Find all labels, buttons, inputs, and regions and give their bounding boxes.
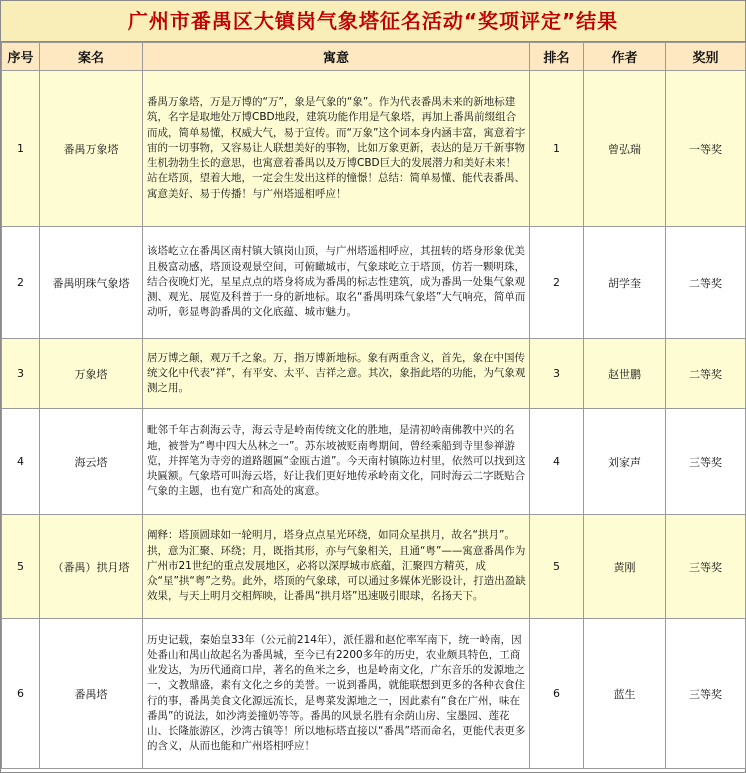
cell-author: 黄刚 <box>584 515 666 619</box>
cell-meaning: 毗邻千年古刹海云寺，海云寺是岭南传统文化的胜地，是清初岭南佛教中兴的名地，被誉为“粤中四大丛林之一”。苏东坡被贬南粤期间，曾经乘船到寺里参禅游览，并挥笔为寺旁的道路题匾“金瓯古道”。今天南村镇陈边村里，依然可以找到这块匾额。气象塔可叫海云塔，好让我们更好地传承岭南文化，同时海云二字既贴合气象的主题，也有宽广和高处的寓意。 <box>143 409 530 515</box>
cell-name: 万象塔 <box>40 339 143 409</box>
header-name: 案名 <box>40 43 143 71</box>
cell-rank: 2 <box>530 227 584 339</box>
cell-author: 刘家声 <box>584 409 666 515</box>
table-row <box>2 619 746 769</box>
cell-meaning: 居万博之颠，观万千之象。万，指万博新地标。象有两重含义，首先，象在中国传统文化中代表“祥”，有平安、太平、吉祥之意。其次，象指此塔的功能，为气象观测之用。 <box>143 339 530 409</box>
cell-author: 蓝生 <box>584 619 666 769</box>
cell-name: 番禺万象塔 <box>40 71 143 227</box>
cell-rank: 1 <box>530 71 584 227</box>
cell-award: 二等奖 <box>666 227 746 339</box>
cell-name: 番禺明珠气象塔 <box>40 227 143 339</box>
table-row <box>2 339 746 409</box>
table-row <box>2 71 746 227</box>
cell-award: 三等奖 <box>666 619 746 769</box>
cell-award: 三等奖 <box>666 515 746 619</box>
table-row <box>2 227 746 339</box>
cell-index: 4 <box>2 409 40 515</box>
header-meaning: 寓意 <box>143 43 530 71</box>
cell-index: 3 <box>2 339 40 409</box>
table-row <box>2 409 746 515</box>
cell-author: 赵世鹏 <box>584 339 666 409</box>
cell-index: 5 <box>2 515 40 619</box>
header-rank: 排名 <box>530 43 584 71</box>
cell-author: 胡学奎 <box>584 227 666 339</box>
table-row <box>2 515 746 619</box>
cell-rank: 6 <box>530 619 584 769</box>
header-author: 作者 <box>584 43 666 71</box>
cell-meaning: 该塔屹立在番禺区南村镇大镇岗山顶，与广州塔遥相呼应，其扭转的塔身形象优美且极富动感，塔顶设观景空间，可俯瞰城市，气象球屹立于塔顶，仿若一颗明珠，结合夜晚灯光，星星点点的塔身将成为番禺的标志性建筑，成为番禺一处集气象观测、观光、展览及科普于一身的新地标。取名“番禺明珠气象塔”大气响亮，简单而动听，彰显粤韵番禺的文化底蕴、城市魅力。 <box>143 227 530 339</box>
cell-rank: 5 <box>530 515 584 619</box>
sheet-title: 广州市番禺区大镇岗气象塔征名活动“奖项评定”结果 <box>1 1 745 42</box>
header-index: 序号 <box>2 43 40 71</box>
cell-index: 1 <box>2 71 40 227</box>
results-table <box>1 42 746 769</box>
cell-award: 一等奖 <box>666 71 746 227</box>
cell-index: 6 <box>2 619 40 769</box>
header-row <box>2 43 746 71</box>
cell-meaning: 番禺万象塔，万是万博的“万”，象是气象的“象”。作为代表番禺未来的新地标建筑，名字是取地处万博CBD地段，建筑功能作用是气象塔，再加上番禺前缀组合而成，简单易懂，权威大气，易于宣传。而“万象”这个词本身内涵丰富，寓意着宇宙的一切事物，又容易让人联想美好的事物，比如万象更新，表达的是万千新事物生机勃勃生长的意思，也寓意着番禺以及万博CBD巨大的发展潜力和美好未来！站在塔顶，望着大地，一定会生发出这样的憧憬！总结：简单易懂、能代表番禺、寓意美好、易于传播！与广州塔遥相呼应！ <box>143 71 530 227</box>
cell-meaning: 历史记载，秦始皇33年（公元前214年），派任嚣和赵佗率军南下，统一岭南，因处番山和禺山故起名为番禺城，至今已有2200多年的历史，农业颇具特色，工商业发达，为历代通商口岸，著名的鱼米之乡，也是岭南文化，广东音乐的发源地之一，文教鼎盛，素有文化之乡的美誉。一说到番禺，就能联想到更多的各种衣食住行的事，番禺美食文化源远流长，是粤菜发源地之一，因此素有“食在广州，味在番禺”的说法，如沙湾姜撞奶等等。番禺的风景名胜有余荫山房、宝墨园、莲花山、长隆旅游区，沙湾古镇等！所以地标塔直接以“番禺”塔而命名，更能代表更多的含义，从而也能和广州塔相呼应！ <box>143 619 530 769</box>
cell-name: （番禺）拱月塔 <box>40 515 143 619</box>
cell-award: 三等奖 <box>666 409 746 515</box>
cell-name: 番禺塔 <box>40 619 143 769</box>
cell-award: 二等奖 <box>666 339 746 409</box>
header-award: 奖别 <box>666 43 746 71</box>
cell-name: 海云塔 <box>40 409 143 515</box>
cell-rank: 4 <box>530 409 584 515</box>
cell-meaning: 阐释：塔顶圆球如一轮明月，塔身点点星光环绕，如同众星拱月，故名“拱月”。拱，意为汇聚、环绕；月，既指其形，亦与气象相关，且通“粤”——寓意番禺作为广州市21世纪的重点发展地区，必将以深厚城市底蕴，汇聚四方精英，成众“星”拱“粤”之势。此外，塔顶的气象球，可以通过多媒体光影设计，打造出盈缺效果，与天上明月交相辉映，让番禺“拱月塔”迅速吸引眼球，名扬天下。 <box>143 515 530 619</box>
cell-index: 2 <box>2 227 40 339</box>
cell-author: 曾弘瑞 <box>584 71 666 227</box>
cell-rank: 3 <box>530 339 584 409</box>
